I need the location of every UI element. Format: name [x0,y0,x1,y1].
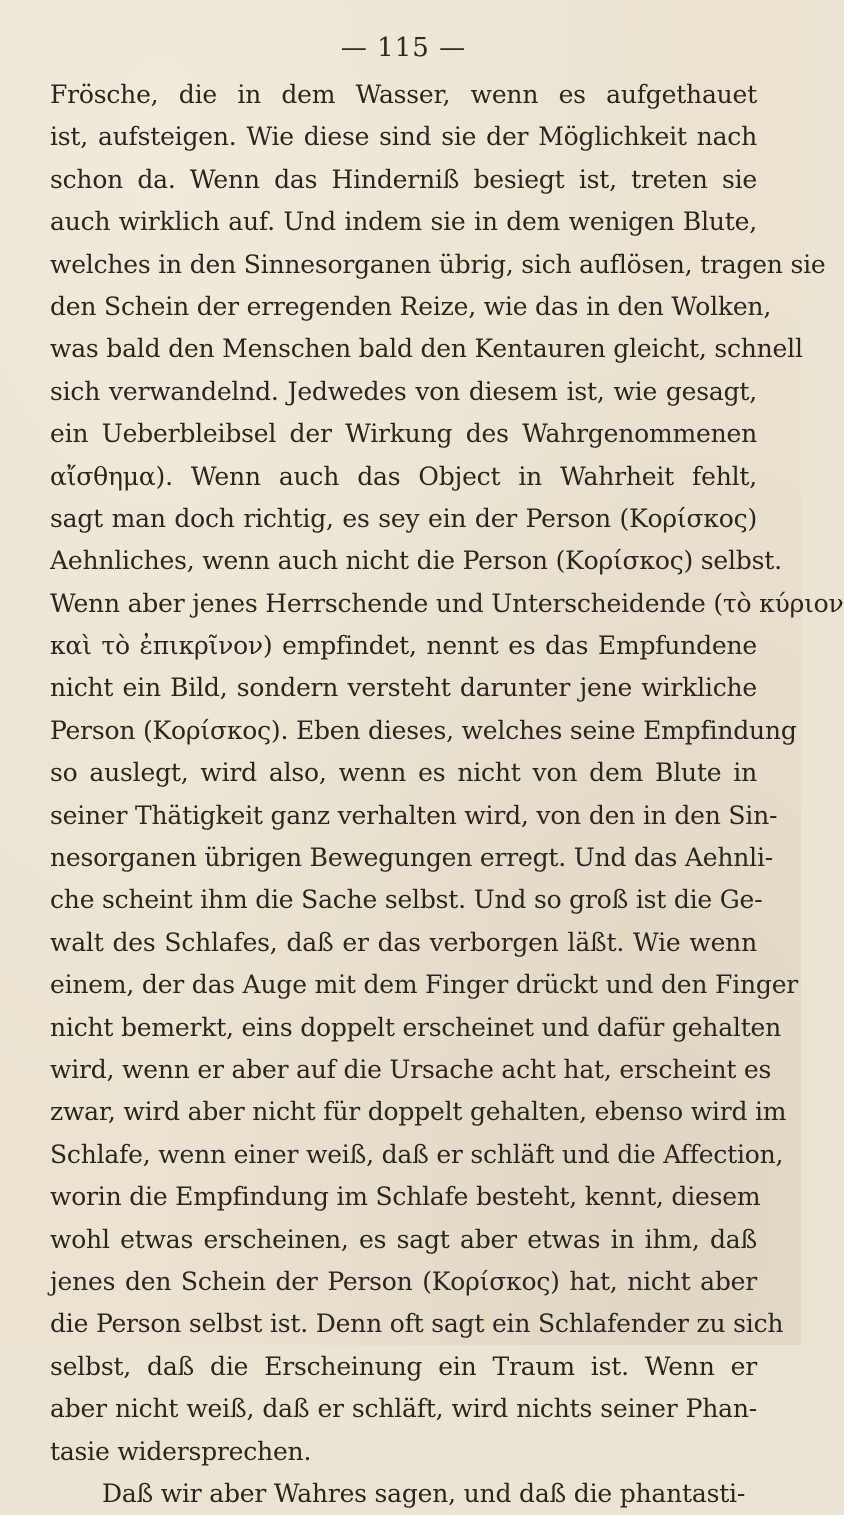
text-line: zwar, wird aber nicht für doppelt gehalten, ebenso wird im [50,1097,787,1127]
text-line: Schlafe, wenn einer weiß, daß er schläft und die Affection, [50,1139,784,1169]
text-line: seiner Thätigkeit ganz verhalten wird, von den in den Sin- [50,800,778,830]
text-line: Daß wir aber Wahres sagen, und daß die phantasti- [102,1478,746,1508]
text-line: καὶ τὸ ἐπικρῖνον) empfindet, nennt es das Empfundene [50,631,757,661]
text-line: sich verwandelnd. Jedwedes von diesem ist, wie gesagt, [50,376,757,406]
text-line: Aehnliches, wenn auch nicht die Person (Κορίσκος) selbst. [50,546,782,576]
text-line: αἴσθημα). Wenn auch das Object in Wahrheit fehlt, [50,461,757,491]
text-line: ein Ueberbleibsel der Wirkung des Wahrgenommenen [50,419,757,449]
text-line: walt des Schlafes, daß er das verborgen läßt. Wie wenn [50,927,757,957]
text-line: selbst, daß die Erscheinung ein Traum ist. Wenn er [50,1351,757,1381]
text-line: welches in den Sinnesorganen übrig, sich auflösen, tragen sie [50,249,826,279]
text-line: Frösche, die in dem Wasser, wenn es aufgethauet [50,80,757,109]
text-line: nicht ein Bild, sondern versteht darunter jene wirkliche [50,673,757,703]
text-line: ist, aufsteigen. Wie diese sind sie der Möglichkeit nach [50,122,757,152]
body-text [50,74,844,1515]
text-line: wohl etwas erscheinen, es sagt aber etwas in ihm, daß [50,1224,757,1254]
text-line: auch wirklich auf. Und indem sie in dem wenigen Blute, [50,207,757,237]
page-number-header: — 115 — [340,33,467,63]
text-line: so auslegt, wird also, wenn es nicht von dem Blute in [50,758,757,788]
text-line: nesorganen übrigen Bewegungen erregt. Und das Aehnli- [50,843,774,873]
text-line: sagt man doch richtig, es sey ein der Person (Κορίσκος) [50,503,757,533]
text-line: Person (Κορίσκος). Eben dieses, welches seine Empfindung [50,715,797,745]
text-line: aber nicht weiß, daß er schläft, wird nichts seiner Phan- [50,1394,757,1424]
text-line: jenes den Schein der Person (Κορίσκος) hat, nicht aber [50,1266,757,1296]
text-line: schon da. Wenn das Hinderniß besiegt ist, treten sie [50,164,757,194]
text-line: worin die Empfindung im Schlafe besteht, kennt, diesem [50,1182,761,1212]
text-line: wird, wenn er aber auf die Ursache acht hat, erscheint es [50,1054,772,1084]
text-line: nicht bemerkt, eins doppelt erscheinet und dafür gehalten [50,1012,782,1042]
text-line: die Person selbst ist. Denn oft sagt ein Schlafender zu sich [50,1309,784,1339]
text-line: tasie widersprechen. [50,1436,312,1466]
text-line: che scheint ihm die Sache selbst. Und so groß ist die Ge- [50,885,763,915]
text-line: Wenn aber jenes Herrschende und Unterscheidende (τὸ κύριον [50,588,844,618]
text-line: was bald den Menschen bald den Kentauren gleicht, schnell [50,334,803,364]
text-line: einem, der das Auge mit dem Finger drückt und den Finger [50,970,799,1000]
text-line: den Schein der erregenden Reize, wie das in den Wolken, [50,291,772,321]
